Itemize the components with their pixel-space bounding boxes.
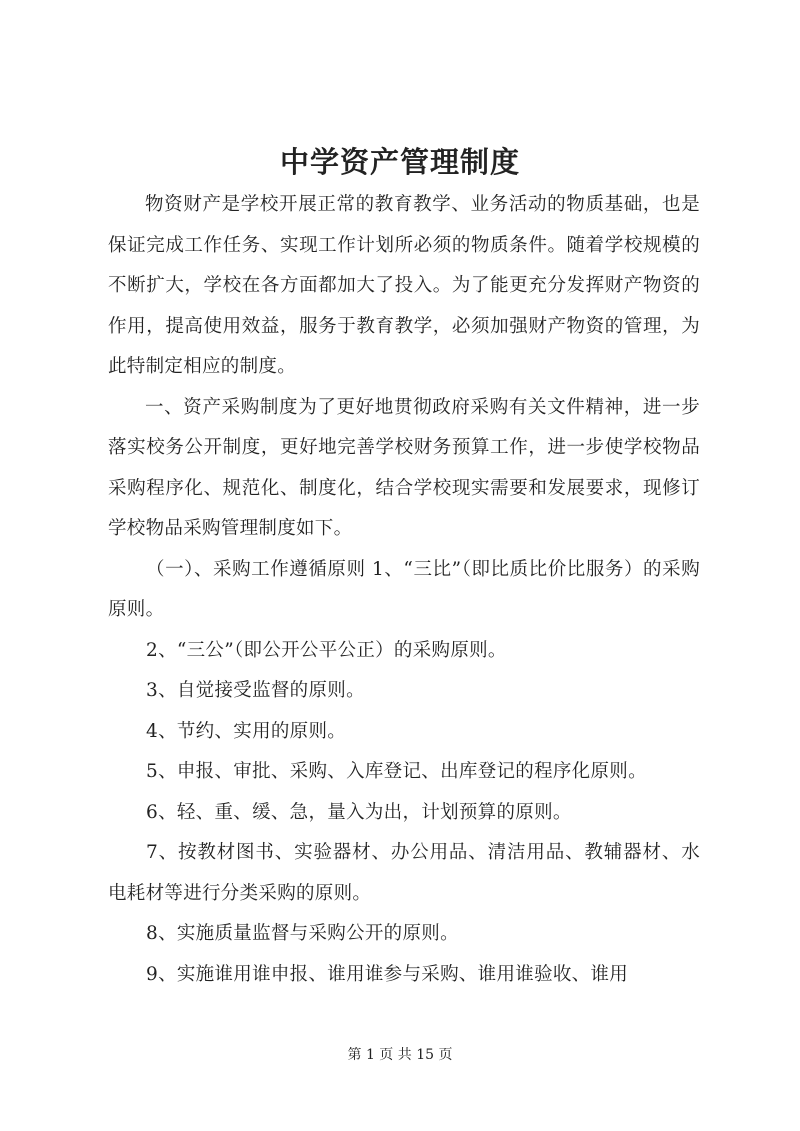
principle-item-6: 6、轻、重、缓、急，量入为出，计划预算的原则。 <box>146 801 572 823</box>
section-one-paragraph: 一、资产采购制度为了更好地贯彻政府采购有关文件精神，进一步落实校务公开制度，更好地完善学校财务预算工作，进一步使学校物品采购程序化、规范化、制度化，结合学校现实需要和发展要求，现修订学校物品采购管理制度如下。 <box>108 396 700 539</box>
intro-paragraph: 物资财产是学校开展正常的教育教学、业务活动的物质基础，也是保证完成工作任务、实现工作计划所必须的物质条件。随着学校规模的不断扩大，学校在各方面都加大了投入。为了能更充分发挥财产物资的作用，提高使用效益，服务于教育教学，必须加强财产物资的管理，为此特制定相应的制度。 <box>108 194 700 377</box>
principle-item-4: 4、节约、实用的原则。 <box>146 720 347 742</box>
principle-item-3: 3、自觉接受监督的原则。 <box>146 680 365 701</box>
document-body <box>108 185 700 995</box>
principle-item-2: 2、“三公”（即公开公平公正）的采购原则。 <box>146 639 507 661</box>
principle-item-5: 5、申报、审批、采购、入库登记、出库登记的程序化原则。 <box>146 761 647 782</box>
principle-item-8: 8、实施质量监督与采购公开的原则。 <box>146 923 459 944</box>
principle-item-9: 9、实施谁用谁申报、谁用谁参与采购、谁用谁验收、谁用 <box>146 963 629 985</box>
document-title: 中学资产管理制度 <box>279 145 520 179</box>
page-footer: 第 1 页 共 15 页 <box>347 1047 453 1063</box>
principle-item-7: 7、按教材图书、实验器材、办公用品、清洁用品、教辅器材、水电耗材等进行分类采购的原则。 <box>108 842 700 904</box>
principles-heading-paragraph: （一）、采购工作遵循原则 1、“三比”（即比质比价比服务）的采购原则。 <box>108 558 700 620</box>
